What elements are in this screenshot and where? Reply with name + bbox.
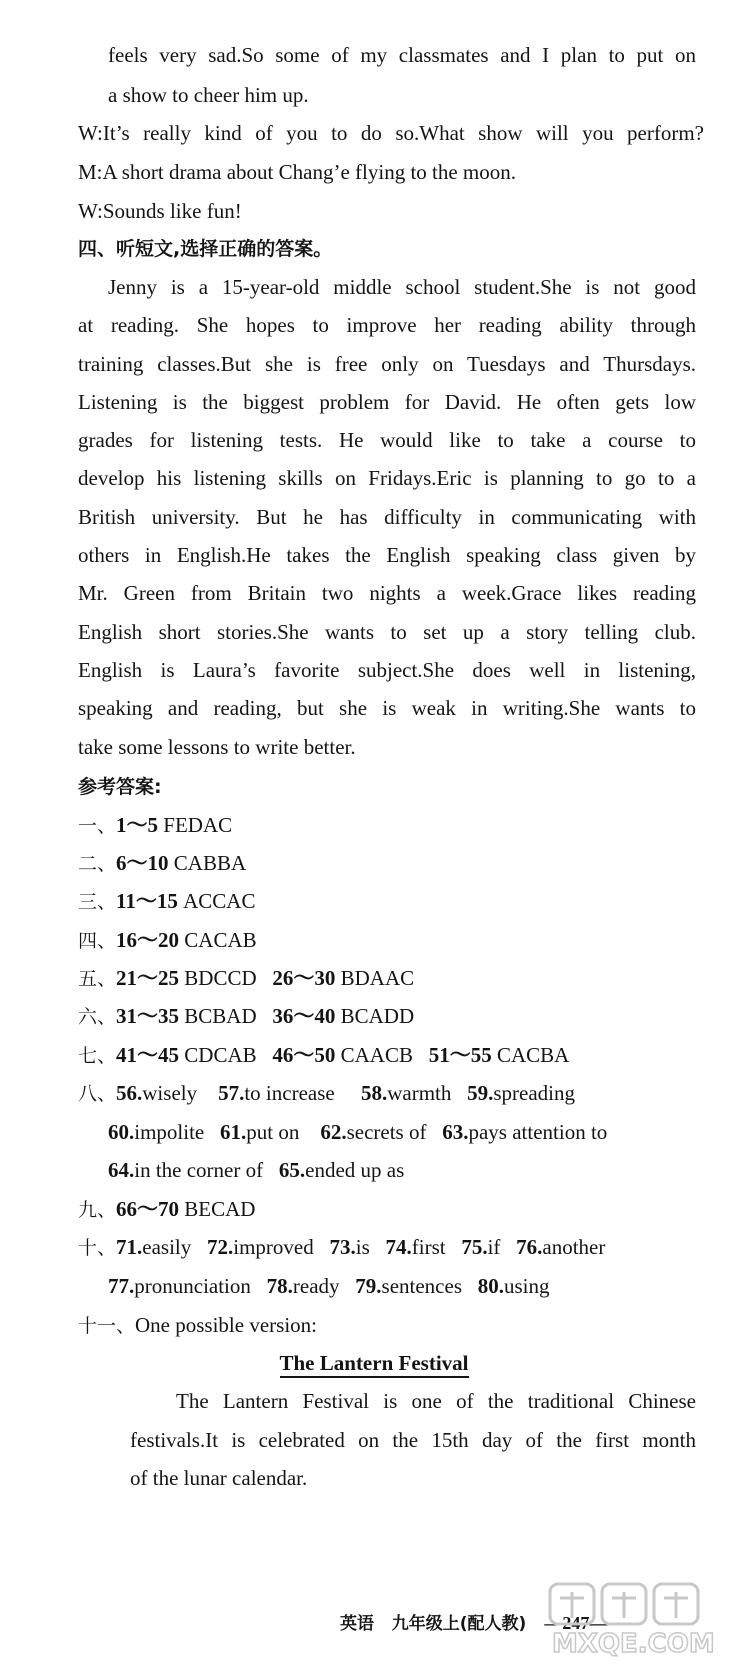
page-number: —247— xyxy=(544,1613,608,1633)
answer-line: 四、16～20 CACAB xyxy=(78,928,257,952)
watermark-text: MXQE.COM xyxy=(552,1629,715,1659)
dialogue-line: M:A short drama about Chang’e flying to the moon. xyxy=(78,160,517,184)
answer-line: 64.in the corner of 65.ended up as xyxy=(108,1158,405,1182)
watermark-logo-icon xyxy=(540,1580,730,1660)
passage-line: at reading. She hopes to improve her reading ability through xyxy=(78,313,696,337)
answer-line: 五、21～25 BDCCD 26～30 BDAAC xyxy=(78,966,415,990)
passage-line: speaking and reading, but she is weak in writing.She wants to xyxy=(78,696,696,720)
passage-line: Listening is the biggest problem for David. He often gets low xyxy=(78,390,696,414)
essay-line: of the lunar calendar. xyxy=(130,1466,308,1490)
dialogue-line: W:Sounds like fun! xyxy=(78,199,242,223)
dialogue-line: feels very sad.So some of my classmates and I plan to put on xyxy=(108,43,696,67)
answer-line: 九、66～70 BECAD xyxy=(78,1197,256,1221)
section-heading: 四、听短文,选择正确的答案。 xyxy=(78,238,333,260)
answer-line: 一、1～5 FEDAC xyxy=(78,813,233,837)
passage-line: others in English.He takes the English speaking class given by xyxy=(78,543,696,567)
answer-line: 十、71.easily 72.improved 73.is 74.first 75.if 76.another xyxy=(78,1235,606,1259)
footer-subject: 英语 xyxy=(340,1614,374,1634)
dialogue-line: W:It’s really kind of you to do so.What show will you perform? xyxy=(78,121,704,145)
passage-line: English is Laura’s favorite subject.She does well in listening, xyxy=(78,658,696,682)
passage-line: British university. But he has difficulty in communicating with xyxy=(78,505,696,529)
answer-line: 三、11～15 ACCAC xyxy=(78,889,256,913)
answer-line: 60.impolite 61.put on 62.secrets of 63.pays attention to xyxy=(108,1120,608,1144)
passage-line: develop his listening skills on Fridays.Eric is planning to go to a xyxy=(78,466,696,490)
answer-line: 七、41～45 CDCAB 46～50 CAACB 51～55 CACBA xyxy=(78,1043,570,1067)
passage-line: training classes.But she is free only on Tuesdays and Thursdays. xyxy=(78,352,696,376)
answer-line: 十一、One possible version: xyxy=(78,1313,317,1337)
answer-line: 二、6～10 CABBA xyxy=(78,851,247,875)
passage-line: grades for listening tests. He would like to take a course to xyxy=(78,428,696,452)
passage-line: Mr. Green from Britain two nights a week.Grace likes reading xyxy=(78,581,696,605)
passage-line: Jenny is a 15-year-old middle school student.She is not good xyxy=(108,275,696,299)
passage-line: take some lessons to write better. xyxy=(78,735,356,759)
dialogue-line: a show to cheer him up. xyxy=(108,83,309,107)
answer-line: 六、31～35 BCBAD 36～40 BCADD xyxy=(78,1004,415,1028)
passage-line: English short stories.She wants to set up a story telling club. xyxy=(78,620,696,644)
essay-title: The Lantern Festival xyxy=(0,1348,748,1378)
answer-line: 77.pronunciation 78.ready 79.sentences 80.using xyxy=(108,1274,550,1298)
essay-line: festivals.It is celebrated on the 15th day of the first month xyxy=(130,1428,696,1452)
answer-line: 八、56.wisely 57.to increase 58.warmth 59.spreading xyxy=(78,1081,576,1105)
essay-line: The Lantern Festival is one of the traditional Chinese xyxy=(176,1389,696,1413)
answers-heading: 参考答案: xyxy=(78,776,162,798)
footer-grade: 九年级上(配人教) xyxy=(391,1614,527,1634)
